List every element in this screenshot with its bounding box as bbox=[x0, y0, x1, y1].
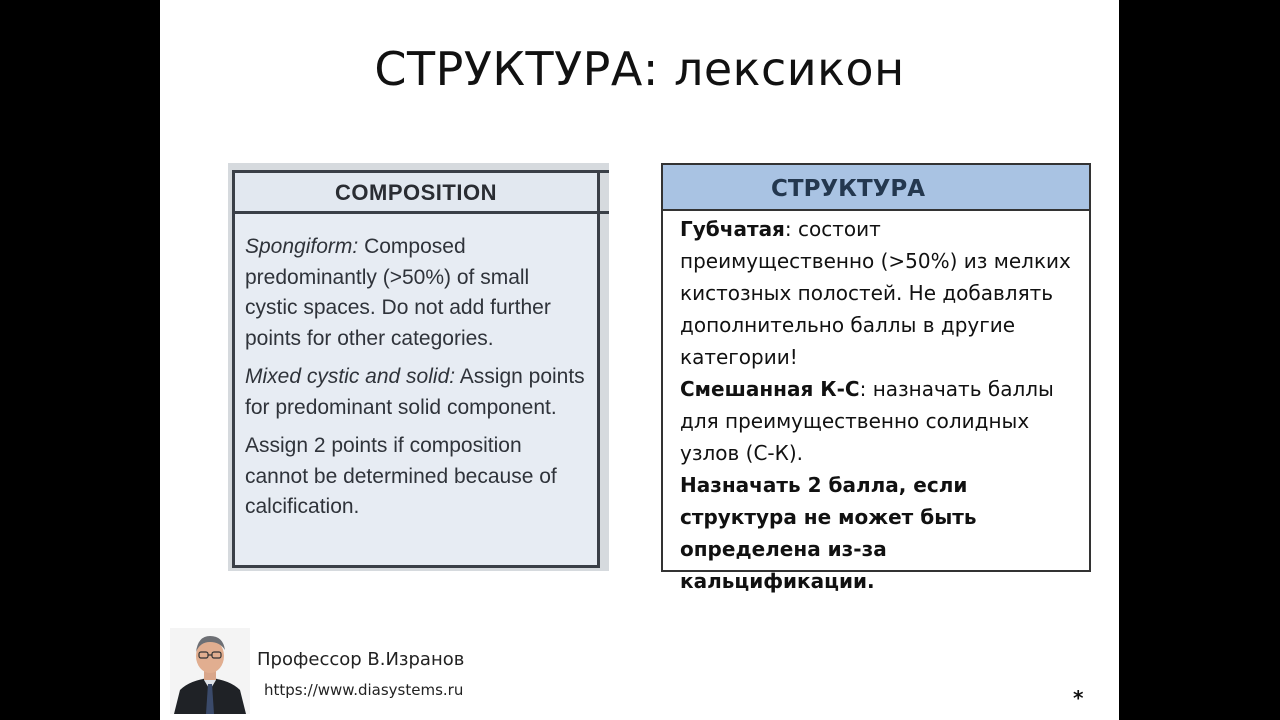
spongiform-text: Composed predominantly (>50%) of small cystic spaces. Do not add further points for other categories. bbox=[245, 235, 551, 350]
author-website-link[interactable]: https://www.diasystems.ru bbox=[264, 681, 464, 699]
composition-paragraph-spongiform bbox=[245, 232, 587, 354]
table-header-border bbox=[597, 211, 609, 214]
footnote-mark: * bbox=[1073, 686, 1084, 710]
slide-title: СТРУКТУРА: лексикон bbox=[374, 42, 905, 96]
mixed-text: Assign points for predominant solid component. bbox=[245, 365, 585, 419]
mixed-term: Mixed cystic and solid: bbox=[245, 365, 456, 388]
structure-box bbox=[661, 163, 1091, 593]
author-portrait-icon bbox=[170, 628, 250, 714]
mixed-text-ru: : назначать баллы для преимущественно солидных узлов (С-К). bbox=[680, 377, 1054, 465]
composition-table-image bbox=[228, 163, 609, 571]
calcification-text-ru: Назначать 2 балла, если структура не может быть определена из-за кальцификации. bbox=[680, 473, 977, 593]
mixed-term-ru: Смешанная К-С bbox=[680, 377, 860, 401]
table-top-border bbox=[597, 170, 609, 173]
spongiform-text-ru: : состоит преимущественно (>50%) из мелких кистозных полостей. Не добавлять дополнительно баллы в другие категории! bbox=[680, 217, 1071, 369]
composition-paragraph-mixed bbox=[245, 362, 587, 423]
author-name: Профессор В.Изранов bbox=[257, 649, 465, 670]
composition-table-header: COMPOSITION bbox=[235, 173, 597, 214]
structure-paragraph-mixed bbox=[680, 373, 1079, 469]
table-column-border bbox=[597, 170, 600, 568]
spongiform-term-ru: Губчатая bbox=[680, 217, 785, 241]
spongiform-term: Spongiform: bbox=[245, 235, 359, 258]
composition-table bbox=[232, 170, 600, 568]
composition-table-body bbox=[235, 214, 597, 523]
structure-paragraph-calcification bbox=[680, 469, 1079, 597]
structure-paragraph-spongiform bbox=[680, 213, 1079, 373]
slide bbox=[160, 0, 1119, 720]
composition-paragraph-calcification: Assign 2 points if composition cannot be determined because of calcification. bbox=[245, 434, 557, 518]
structure-box-body bbox=[663, 211, 1089, 597]
structure-box-header: СТРУКТУРА bbox=[663, 165, 1089, 211]
